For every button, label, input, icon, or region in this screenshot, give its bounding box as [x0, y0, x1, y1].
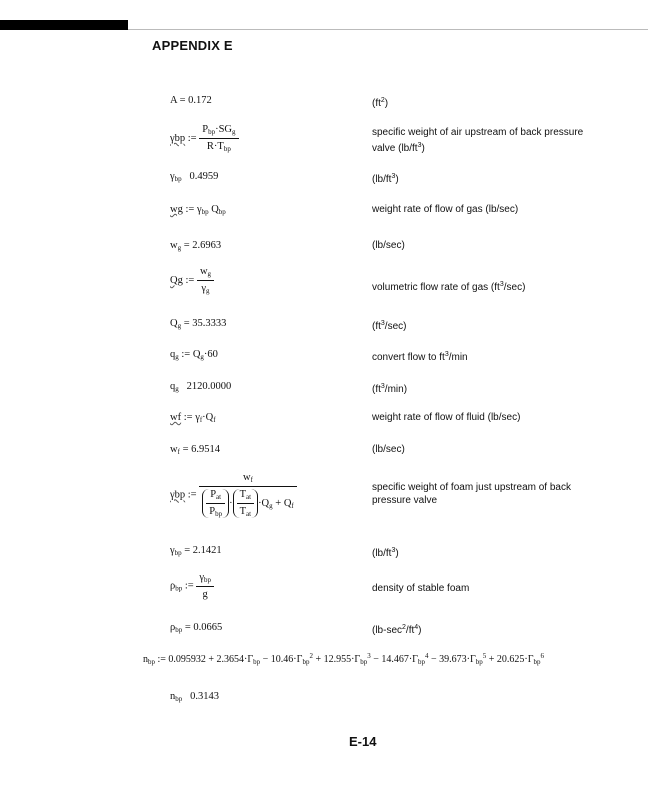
- qg-conversion-description: convert flow to $ft^3/\min$: [372, 351, 468, 363]
- wg-value: $w_g = 2.6963$: [170, 240, 222, 252]
- gfoam-definition: γbp := $w_f$ $\frac{P_{at}}{P_{bp}}$ · $\frac{T_{at}}{T_{at}}$ $\cdot Q_g + Q_f$: [170, 472, 297, 518]
- area-equation: A = 0.172: [170, 95, 212, 106]
- qg-definition: Qg := $\frac{w_g}{\gamma_g}$: [170, 266, 214, 295]
- rho-value: $\rho_{bp} = 0.0665$: [170, 622, 223, 634]
- gfoam-description: specific weight of foam just upstream of back pressure valve: [372, 482, 571, 506]
- gbp-value: $\gamma_{bp}$ 0.4959: [170, 171, 219, 183]
- header-bar: [0, 20, 128, 30]
- n-value: $n_{bp}$ 0.3143: [170, 691, 219, 703]
- rho-units: $(lb-\sec^2/ft^4)$: [372, 624, 422, 636]
- gfoam-units: $(lb/ft^3)$: [372, 547, 399, 559]
- temperature-ratio: $\frac{T_{at}}{T_{at}}$: [233, 489, 258, 518]
- gfoam-value: $\gamma_{bp} = 2.1421$: [170, 545, 222, 557]
- wf-units: (lb/sec): [372, 444, 405, 455]
- pressure-ratio: $\frac{P_{at}}{P_{bp}}$: [202, 489, 229, 518]
- wf-description: weight rate of flow of fluid (lb/sec): [372, 412, 521, 423]
- qg-min-value: $q_g$ 2120.0000: [170, 381, 232, 393]
- gbp-description: specific weight of air upstream of back pressure valve $(lb/ft^3)$: [372, 127, 584, 154]
- rho-description: density of stable foam: [372, 583, 470, 594]
- wg-description: weight rate of flow of gas (lb/sec): [372, 204, 519, 215]
- wf-definition: wf := $\gamma_f\cdot Q_f$: [170, 412, 216, 424]
- appendix-title: APPENDIX E: [152, 38, 233, 53]
- gbp-fraction: $\frac{P_{bp}\cdot SG_g}{R\cdot T_{bp}}$: [199, 124, 238, 153]
- qg-conversion: $q_g$ := $Q_g\cdot 60$: [170, 349, 218, 361]
- gbp-units: $(lb/ft^3)$: [372, 173, 399, 185]
- wf-value: $w_f = 6.9514$: [170, 444, 220, 456]
- wg-definition: wg := $\gamma_{bp}$ $Q_{bp}$: [170, 204, 226, 216]
- n-polynomial: $n_{bp}$ := $0.095932 + 2.3654\cdot\Gamma_{bp} - 10.46\cdot\Gamma_{bp}^2 + 12.955\cdot\Gamma_{bp}^3 - 14.467\cdot\Gamma_{bp}^4 - 39.673\cdot\Gamma_{bp}^5 + 20.625\cdot\Gamma_{bp}^6$: [143, 652, 544, 666]
- qg-fraction: $\frac{w_g}{\gamma_g}$: [197, 266, 214, 295]
- qg-value: $Q_g = 35.3333$: [170, 318, 227, 330]
- gfoam-fraction: $w_f$ $\frac{P_{at}}{P_{bp}}$ · $\frac{T_{at}}{T_{at}}$ $\cdot Q_g + Q_f$: [199, 472, 297, 518]
- page-number: E-14: [349, 734, 377, 749]
- header-rule: [128, 29, 648, 30]
- qg-min-units: $(ft^3/\min)$: [372, 383, 408, 395]
- wg-units: (lb/sec): [372, 240, 405, 251]
- area-units: $(ft^2)$: [372, 97, 389, 109]
- qg-description: volumetric flow rate of gas $(ft^3/\sec)$: [372, 281, 526, 293]
- gbp-definition: γbp := $\frac{P_{bp}\cdot SG_g}{R\cdot T_{bp}}$: [170, 124, 239, 153]
- rho-fraction: $\frac{\gamma_{bp}}{g}$: [196, 572, 214, 600]
- qg-units: $(ft^3/\sec)$: [372, 320, 407, 332]
- rho-definition: $\rho_{bp}$ := $\frac{\gamma_{bp}}{g}$: [170, 572, 214, 600]
